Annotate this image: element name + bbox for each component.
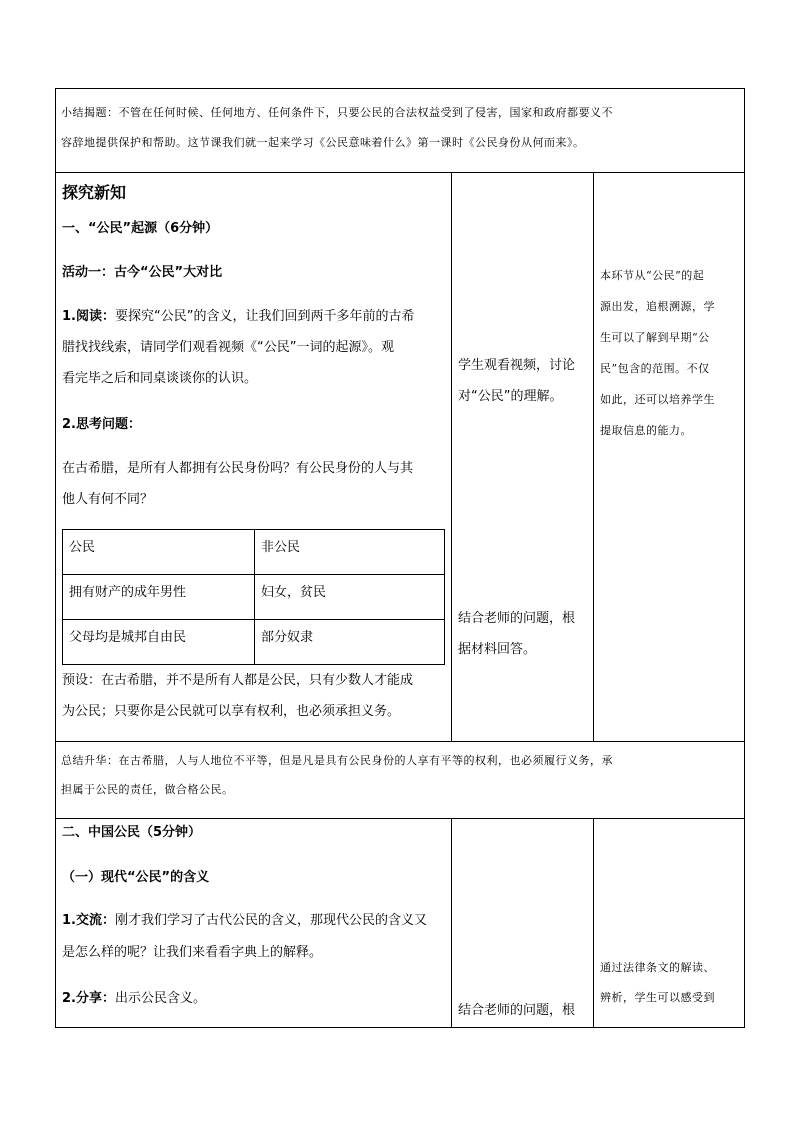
table-cell: 拥有财产的成年男性 [62, 574, 255, 620]
lesson-plan-page [55, 88, 745, 1028]
part-two-title: 二、中国公民（5分钟） [62, 825, 202, 840]
design-intent-line: 民”包含的范围。不仅 [600, 362, 710, 375]
summary-intro-line-1: 小结揭题：不管在任何时候、任何地方、任何条件下，只要公民的合法权益受到了侵害，国家和政府都要义不 [61, 106, 613, 119]
section2-student-line: 结合老师的问题，根 [458, 1003, 576, 1018]
design-intent-line: 本环节从“公民”的起 [600, 269, 705, 282]
section1-intent-cell [593, 172, 745, 742]
student-activity-b-line-1: 结合老师的问题，根 [458, 611, 576, 626]
read-paragraph-line-1 [62, 302, 414, 332]
preset-line-1: 预设：在古希腊，并不是所有人都是公民，只有少数人才能成 [62, 673, 414, 688]
exchange-label: 1.交流： [62, 913, 115, 928]
table-cell: 父母均是城邦自由民 [62, 619, 255, 665]
summary-sublimation-line-1: 总结升华：在古希腊，人与人地位不平等，但是凡是具有公民身份的人享有平等的权利，也必须履行义务，承 [61, 754, 613, 767]
summary-sublimation-line-2: 担属于公民的责任，做合格公民。 [61, 783, 234, 796]
summary-intro-line-2: 容辞地提供保护和帮助。这节课我们就一起来学习《公民意味着什么》第一课时《公民身份从何而来》。 [61, 136, 585, 149]
question-line-1: 在古希腊，是所有人都拥有公民身份吗？有公民身份的人与其 [62, 461, 414, 476]
share-label: 2.分享： [62, 991, 115, 1006]
part-one-title: 一、“公民”起源（6分钟） [62, 221, 219, 236]
read-text-1: 要探究“公民”的含义，让我们回到两千多年前的古希 [114, 309, 415, 324]
section2-intent-line-1: 通过法律条文的解读、 [600, 961, 715, 974]
section-heading: 探究新知 [62, 183, 127, 202]
student-activity-a-line-2: 对“公民”的理解。 [458, 389, 563, 404]
exchange-line-1 [62, 906, 427, 936]
section2-intent-line-2: 辨析，学生可以感受到 [600, 991, 715, 1004]
modern-citizen-subtitle: （一）现代“公民”的含义 [62, 870, 210, 885]
design-intent-line: 提取信息的能力。 [600, 424, 692, 437]
question-line-2: 他人有何不同？ [62, 492, 154, 507]
design-intent-line: 源出发，追根溯源，学 [600, 300, 715, 313]
design-intent-line: 生可以了解到早期“公 [600, 331, 710, 344]
activity-one-title: 活动一：古今“公民”大对比 [62, 265, 223, 280]
preset-line-2: 为公民；只要你是公民就可以享有权利，也必须承担义务。 [62, 704, 401, 719]
read-paragraph-line-3: 看完毕之后和同桌谈谈你的认识。 [62, 371, 258, 386]
student-activity-b-line-2: 据材料回答。 [458, 642, 537, 657]
exchange-text-1: 刚才我们学习了古代公民的含义，那现代公民的含义又 [114, 913, 427, 928]
table-cell: 妇女，贫民 [254, 574, 445, 620]
share-line [62, 984, 206, 1014]
share-text: 出示公民含义。 [114, 991, 206, 1006]
design-intent-line: 如此，还可以培养学生 [600, 393, 715, 406]
exchange-line-2: 是怎么样的呢？让我们来看看字典上的解释。 [62, 945, 323, 960]
think-label: 2.思考问题： [62, 417, 141, 432]
read-label: 1.阅读： [62, 309, 115, 324]
table-cell: 公民 [62, 529, 255, 575]
read-paragraph-line-2: 腊找找线索，请同学们观看视频《“公民”一词的起源》。观 [62, 340, 394, 355]
table-cell: 非公民 [254, 529, 445, 575]
student-activity-a-line-1: 学生观看视频，讨论 [458, 358, 576, 373]
table-cell: 部分奴隶 [254, 619, 445, 665]
